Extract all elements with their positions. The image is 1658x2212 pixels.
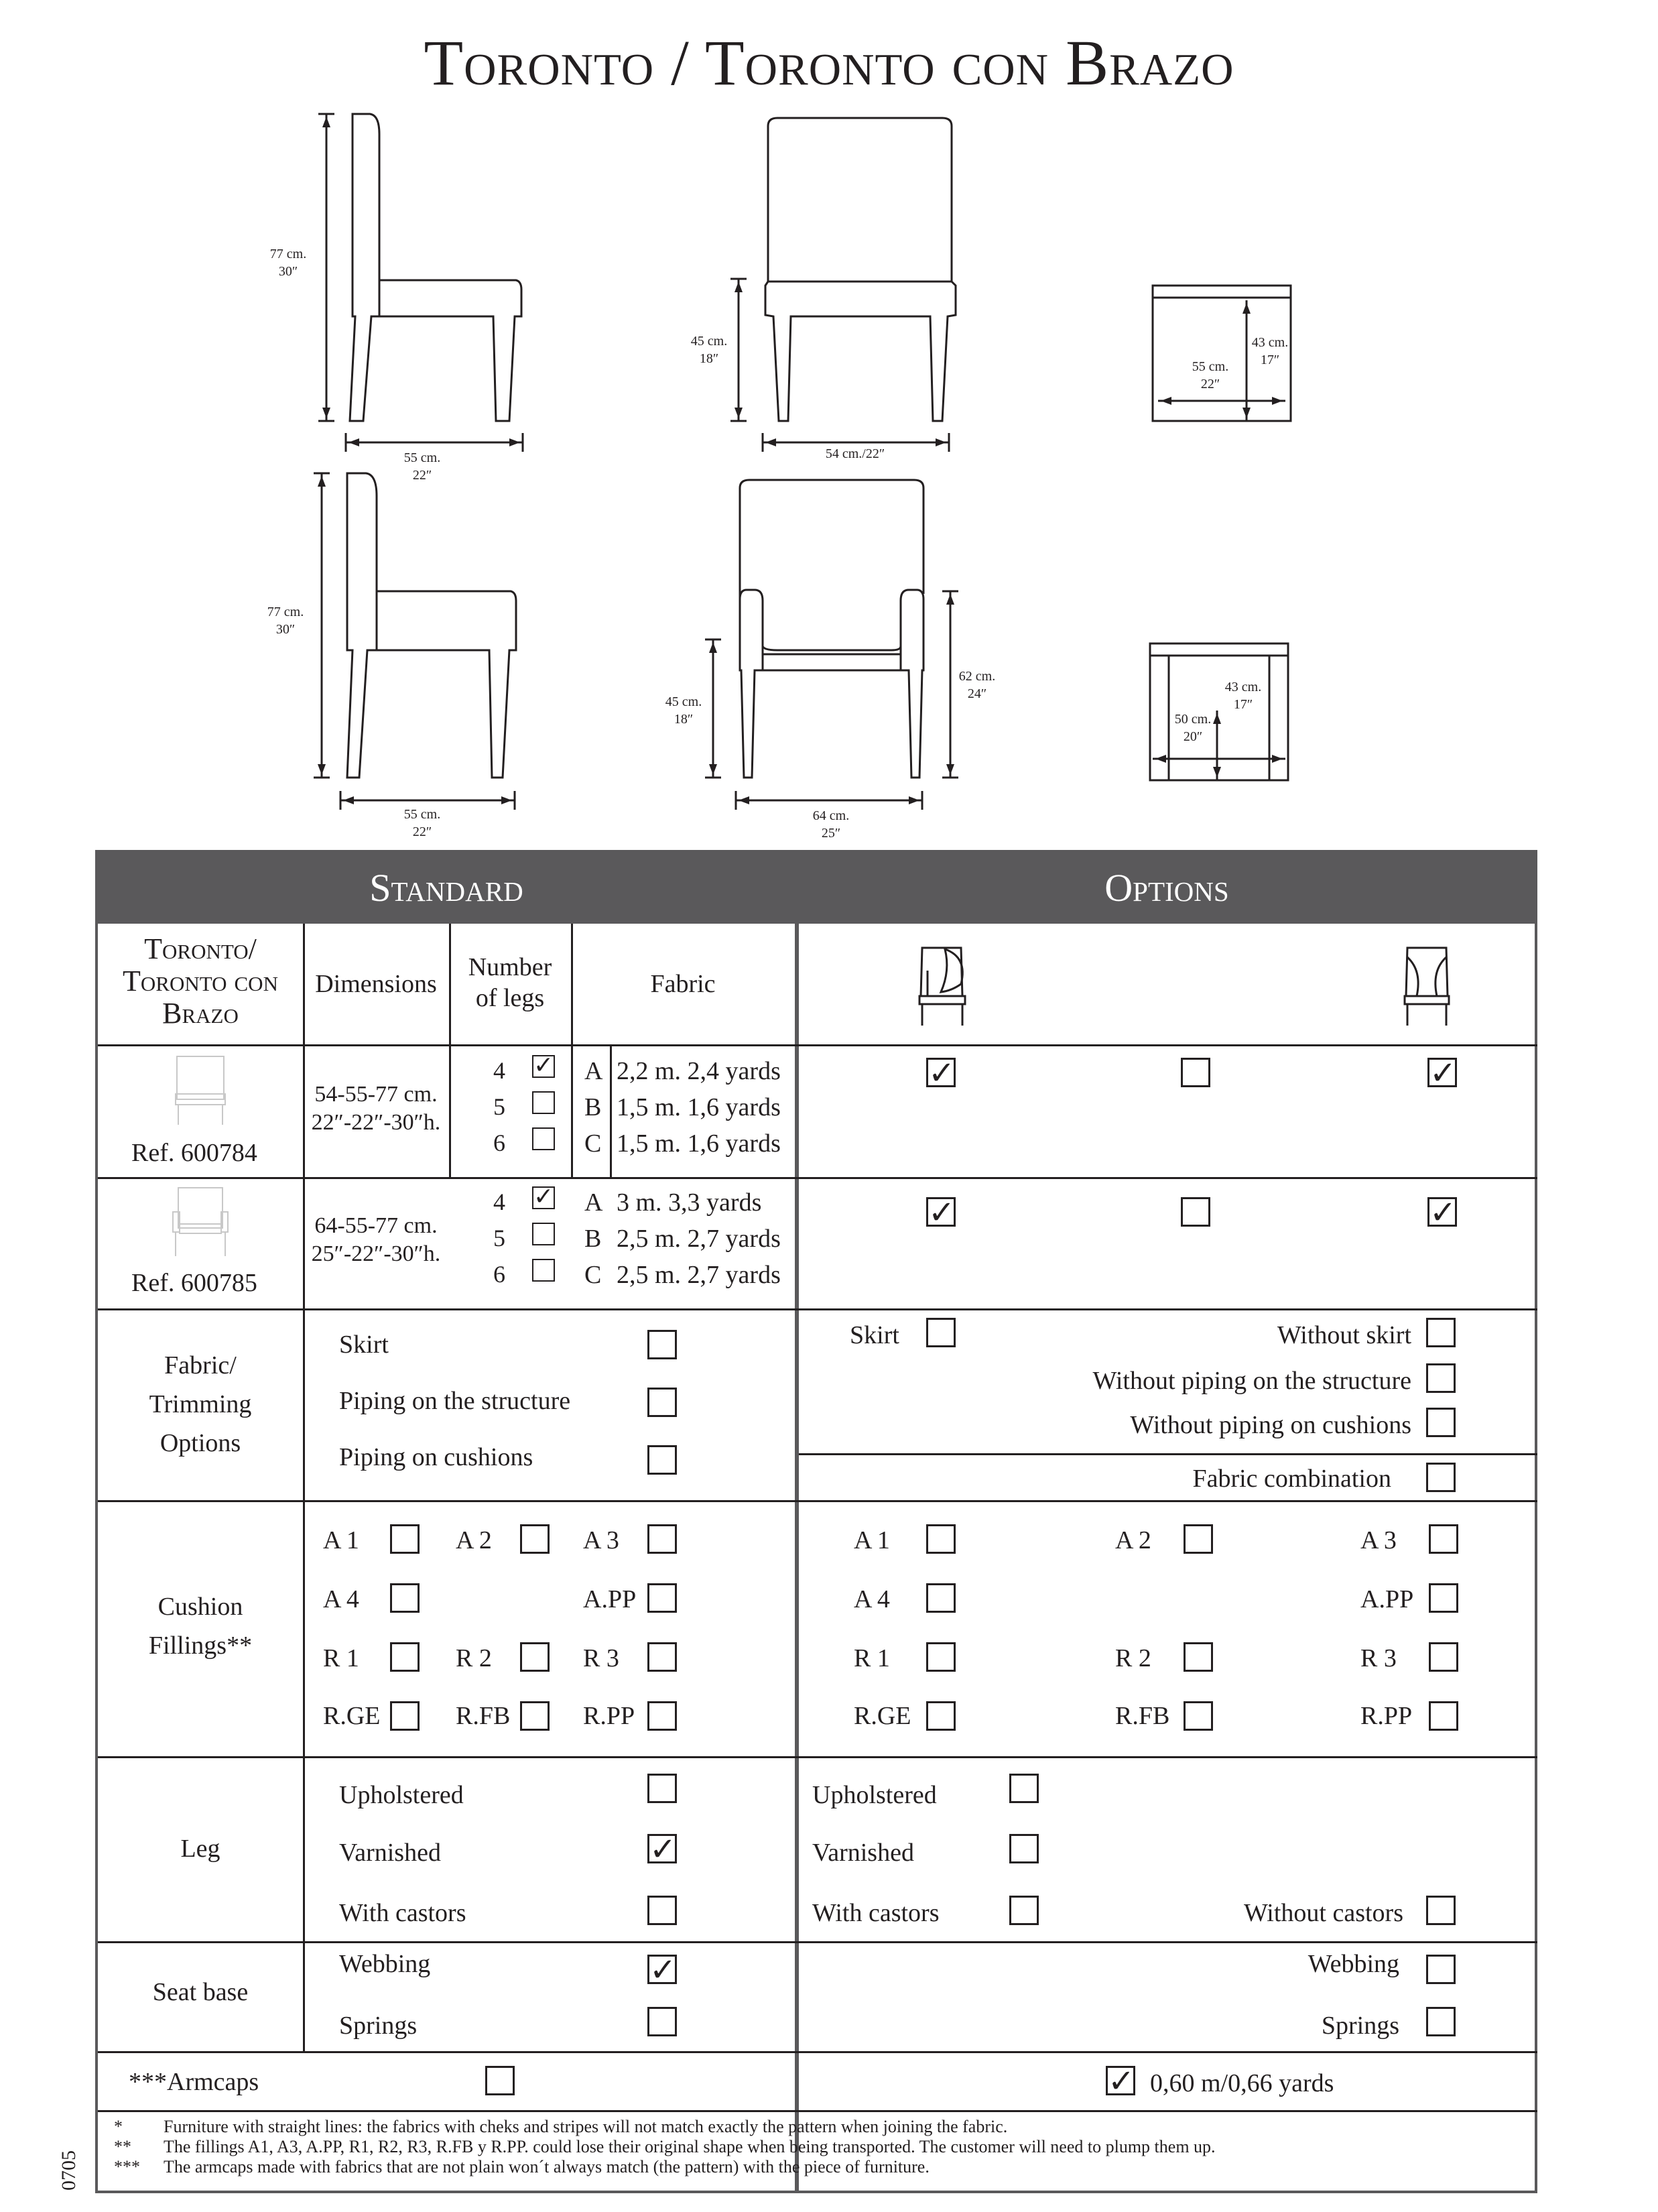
- option-skirt-cover-checkbox[interactable]: ✓: [926, 1197, 956, 1227]
- fabric-code: C: [584, 1261, 602, 1289]
- chair2-arm-height-label: 62 cm. 24″: [958, 669, 996, 701]
- filling-label: A 4: [323, 1585, 359, 1613]
- chair2-seat-cushion-label: 43 cm. 17″: [1224, 680, 1262, 712]
- chair1-front-view: [730, 118, 956, 452]
- legs-column-header: Number of legs: [468, 953, 552, 1012]
- dimensions-column-header: Dimensions: [315, 970, 437, 998]
- chair2-seat-height-label: 45 cm. 18″: [665, 694, 702, 727]
- fabric-code: B: [584, 1093, 602, 1121]
- filling-label: R 3: [583, 1644, 619, 1672]
- leg-castors-checkbox[interactable]: [647, 1896, 677, 1925]
- filling-rge-checkbox[interactable]: [390, 1701, 420, 1731]
- springs-checkbox[interactable]: [647, 2007, 677, 2036]
- option-filling-rfb-checkbox[interactable]: [1184, 1701, 1213, 1731]
- filling-r2-checkbox[interactable]: [520, 1642, 550, 1672]
- legs-4-checkbox[interactable]: ✓: [533, 1183, 554, 1211]
- filling-label: R.PP: [1360, 1702, 1413, 1730]
- filling-label: R 1: [854, 1644, 890, 1672]
- option-filling-r2-checkbox[interactable]: [1184, 1642, 1213, 1672]
- filling-label: R.GE: [323, 1702, 381, 1730]
- option-armcap-checkbox[interactable]: ✓: [1427, 1058, 1457, 1087]
- filling-label: R 1: [323, 1644, 359, 1672]
- option-filling-a4-checkbox[interactable]: [926, 1583, 956, 1613]
- without-piping-cushions-checkbox[interactable]: [1426, 1408, 1456, 1437]
- armcaps-checkbox[interactable]: [485, 2066, 515, 2095]
- legs-count: 6: [493, 1129, 505, 1156]
- chair1-seat-cushion-label: 43 cm. 17″: [1251, 335, 1289, 367]
- footnote: ** The fillings A1, A3, A.PP, R1, R2, R3, R.FB y R.PP. could lose their original shape when being transported. The customer will need to plump them up.: [114, 2137, 1216, 2156]
- filling-label: R 2: [1115, 1644, 1151, 1672]
- options-skirt-label: Skirt: [850, 1321, 899, 1349]
- filling-a1-checkbox[interactable]: [390, 1524, 420, 1554]
- seat-base-option-label: Webbing: [339, 1950, 431, 1978]
- fabric-amount: 1,5 m. 1,6 yards: [617, 1093, 781, 1121]
- chair1-side-view: [318, 114, 523, 452]
- fabric-combination-checkbox[interactable]: [1426, 1463, 1456, 1492]
- option-middle-checkbox[interactable]: [1181, 1197, 1210, 1227]
- filling-label: R.PP: [583, 1702, 635, 1730]
- filling-app-checkbox[interactable]: [647, 1583, 677, 1613]
- without-piping-structure-label: Without piping on the structure: [1092, 1367, 1411, 1395]
- leg-option-label: Upholstered: [812, 1781, 937, 1809]
- seat-base-option-label: Springs: [1321, 2012, 1399, 2040]
- leg-option-label: With castors: [339, 1899, 466, 1927]
- center-divider: [795, 853, 799, 2193]
- filling-label: A.PP: [583, 1585, 637, 1613]
- seat-base-option-label: Springs: [339, 2012, 418, 2040]
- leg-option-label: Upholstered: [339, 1781, 464, 1809]
- chair1-width-label: 54 cm./22″: [825, 446, 885, 461]
- fabric-amount: 2,2 m. 2,4 yards: [617, 1057, 781, 1085]
- legs-5-checkbox[interactable]: [532, 1091, 555, 1114]
- legs-count: 4: [493, 1057, 505, 1084]
- filling-rpp-checkbox[interactable]: [647, 1701, 677, 1731]
- chair2-side-view: [314, 473, 516, 810]
- fabric-code: A: [584, 1057, 603, 1085]
- trim-option-label: Skirt: [339, 1331, 389, 1359]
- seat-base-option-label: Webbing: [1308, 1950, 1399, 1978]
- chair-drawings: [0, 0, 1658, 850]
- model-column-header: Toronto/ Toronto con Brazo: [123, 932, 278, 1030]
- leg-upholstered-checkbox[interactable]: [647, 1774, 677, 1803]
- divider: [98, 2051, 1537, 2053]
- option-leg-castors-checkbox[interactable]: [1009, 1896, 1039, 1925]
- armcaps-label: ***Armcaps: [129, 2068, 259, 2096]
- legs-count: 6: [493, 1261, 505, 1288]
- divider: [98, 2110, 1537, 2112]
- option-filling-a1-checkbox[interactable]: [926, 1524, 956, 1554]
- option-filling-a3-checkbox[interactable]: [1429, 1524, 1458, 1554]
- divider: [571, 924, 573, 1177]
- legs-6-checkbox[interactable]: [532, 1259, 555, 1282]
- filling-label: R.GE: [854, 1702, 911, 1730]
- option-armcaps-checkbox[interactable]: ✓: [1106, 2066, 1135, 2095]
- footnote: *** The armcaps made with fabrics that are not plain won´t always match (the pattern) with the piece of furniture.: [114, 2157, 930, 2176]
- legs-count: 5: [493, 1093, 505, 1120]
- option-filling-rpp-checkbox[interactable]: [1429, 1701, 1458, 1731]
- filling-label: A 3: [1360, 1526, 1397, 1554]
- filling-label: A 4: [854, 1585, 890, 1613]
- chair1-height-label: 77 cm. 30″: [269, 247, 307, 279]
- chair1-seat-height-label: 45 cm. 18″: [690, 334, 728, 366]
- filling-label: A 2: [1115, 1526, 1151, 1554]
- leg-varnished-checkbox[interactable]: ✓: [647, 1834, 677, 1863]
- page-title: Toronto / Toronto con Brazo: [424, 27, 1234, 99]
- legs-count: 4: [493, 1188, 505, 1215]
- filling-label: R 3: [1360, 1644, 1397, 1672]
- skirt-checkbox[interactable]: [647, 1330, 677, 1359]
- option-leg-upholstered-checkbox[interactable]: [1009, 1774, 1039, 1803]
- filling-label: A 1: [854, 1526, 890, 1554]
- filling-label: A 3: [583, 1526, 619, 1554]
- without-skirt-checkbox[interactable]: [1426, 1318, 1456, 1347]
- trimming-label: Fabric/ Trimming Options: [149, 1351, 252, 1457]
- legs-5-checkbox[interactable]: [532, 1223, 555, 1245]
- without-piping-cushions-label: Without piping on cushions: [1130, 1411, 1411, 1439]
- fabric-code: C: [584, 1129, 602, 1158]
- divider: [610, 1044, 612, 1177]
- option-filling-r1-checkbox[interactable]: [926, 1642, 956, 1672]
- legs-4-checkbox[interactable]: ✓: [533, 1052, 554, 1079]
- option-springs-checkbox[interactable]: [1426, 2007, 1456, 2036]
- footnotes: [114, 2117, 1216, 2177]
- armcaps-amount: 0,60 m/0,66 yards: [1150, 2069, 1334, 2097]
- filling-label: A 1: [323, 1526, 359, 1554]
- model-dimensions: 64-55-77 cm. 25″-22″-30″h.: [311, 1213, 441, 1266]
- leg-label: Leg: [180, 1835, 220, 1863]
- chair-skirt-cover-icon: [914, 944, 974, 1028]
- fillings-label: Cushion Fillings**: [148, 1593, 253, 1660]
- chair2-seat-depth-label: 50 cm. 20″: [1174, 712, 1212, 744]
- without-castors-label: Without castors: [1243, 1899, 1403, 1927]
- model-ref: Ref. 600784: [131, 1139, 257, 1167]
- fabric-amount: 2,5 m. 2,7 yards: [617, 1261, 781, 1289]
- chair-thumbnail-600785: [170, 1185, 231, 1259]
- options-skirt-checkbox[interactable]: [926, 1318, 956, 1347]
- without-castors-checkbox[interactable]: [1426, 1896, 1456, 1925]
- chair2-depth-label: 55 cm. 22″: [403, 807, 441, 839]
- divider: [98, 1941, 1537, 1943]
- divider: [98, 1177, 1537, 1179]
- chair-armcap-icon: [1398, 944, 1458, 1028]
- option-filling-app-checkbox[interactable]: [1429, 1583, 1458, 1613]
- leg-option-label: With castors: [812, 1899, 940, 1927]
- legs-6-checkbox[interactable]: [532, 1127, 555, 1150]
- model-dimensions: 54-55-77 cm. 22″-22″-30″h.: [311, 1082, 441, 1135]
- filling-a4-checkbox[interactable]: [390, 1583, 420, 1613]
- model-ref: Ref. 600785: [131, 1269, 257, 1297]
- document-code: 0705: [58, 2150, 80, 2191]
- legs-count: 5: [493, 1225, 505, 1251]
- fabric-combination-label: Fabric combination: [1192, 1465, 1391, 1493]
- webbing-checkbox[interactable]: ✓: [647, 1955, 677, 1984]
- fabric-code: B: [584, 1225, 602, 1253]
- option-leg-varnished-checkbox[interactable]: [1009, 1834, 1039, 1863]
- piping-structure-checkbox[interactable]: [647, 1388, 677, 1417]
- spec-table: [95, 850, 1537, 2193]
- divider: [98, 1500, 1537, 1502]
- filling-r1-checkbox[interactable]: [390, 1642, 420, 1672]
- trim-option-label: Piping on cushions: [339, 1443, 533, 1471]
- filling-a2-checkbox[interactable]: [520, 1524, 550, 1554]
- chair1-depth-label: 55 cm. 22″: [403, 450, 441, 483]
- chair2-height-label: 77 cm. 30″: [267, 605, 304, 637]
- fabric-amount: 2,5 m. 2,7 yards: [617, 1225, 781, 1253]
- standard-header: Standard: [98, 853, 795, 924]
- filling-label: R.FB: [1115, 1702, 1170, 1730]
- filling-label: A.PP: [1360, 1585, 1414, 1613]
- fabric-column-header: Fabric: [650, 970, 716, 998]
- option-armcap-checkbox[interactable]: ✓: [1427, 1197, 1457, 1227]
- filling-rfb-checkbox[interactable]: [520, 1701, 550, 1731]
- chair1-seat-depth-label: 55 cm. 22″: [1192, 359, 1229, 391]
- divider: [799, 1453, 1537, 1455]
- option-webbing-checkbox[interactable]: [1426, 1955, 1456, 1984]
- chair-thumbnail-600784: [170, 1054, 231, 1127]
- footnote: * Furniture with straight lines: the fabrics with cheks and stripes will not match exactly the pattern when joining the fabric.: [114, 2117, 1008, 2136]
- divider: [98, 1308, 1537, 1310]
- options-header: Options: [799, 853, 1535, 924]
- without-skirt-label: Without skirt: [1277, 1321, 1411, 1349]
- filling-label: R.FB: [456, 1702, 511, 1730]
- leg-option-label: Varnished: [339, 1839, 441, 1867]
- fabric-amount: 3 m. 3,3 yards: [617, 1188, 762, 1217]
- without-piping-structure-checkbox[interactable]: [1426, 1363, 1456, 1393]
- filling-label: A 2: [456, 1526, 492, 1554]
- filling-r3-checkbox[interactable]: [647, 1642, 677, 1672]
- trim-option-label: Piping on the structure: [339, 1387, 571, 1415]
- divider: [98, 1756, 1537, 1758]
- leg-option-label: Varnished: [812, 1839, 914, 1867]
- option-middle-checkbox[interactable]: [1181, 1058, 1210, 1087]
- fabric-amount: 1,5 m. 1,6 yards: [617, 1129, 781, 1158]
- option-skirt-cover-checkbox[interactable]: ✓: [926, 1058, 956, 1087]
- option-filling-a2-checkbox[interactable]: [1184, 1524, 1213, 1554]
- divider: [98, 1044, 1537, 1046]
- filling-a3-checkbox[interactable]: [647, 1524, 677, 1554]
- chair2-front-view: [705, 480, 958, 810]
- seat-base-label: Seat base: [152, 1978, 249, 2006]
- option-filling-r3-checkbox[interactable]: [1429, 1642, 1458, 1672]
- filling-label: R 2: [456, 1644, 492, 1672]
- chair2-width-label: 64 cm. 25″: [812, 808, 850, 841]
- fabric-code: A: [584, 1188, 603, 1217]
- piping-cushions-checkbox[interactable]: [647, 1445, 677, 1475]
- option-filling-rge-checkbox[interactable]: [926, 1701, 956, 1731]
